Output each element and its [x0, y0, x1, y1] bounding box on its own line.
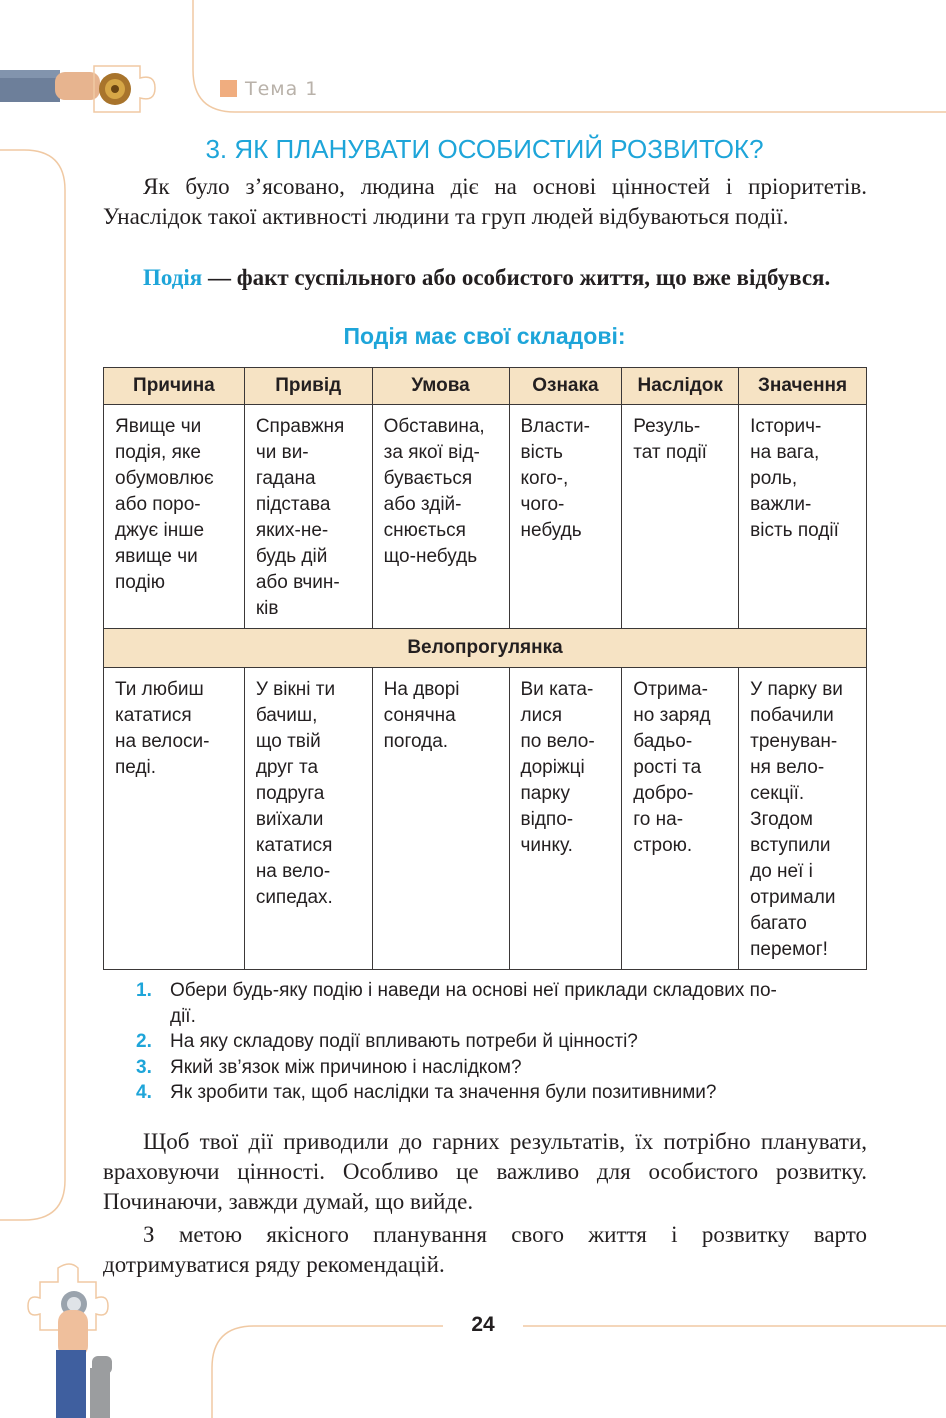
topic-square-icon: [220, 80, 237, 97]
definition-term: Подія: [143, 265, 203, 290]
definition-cell: Власти- вість кого-, чого- небудь: [509, 405, 622, 629]
example-cell: Отрима- но заряд бадьо- рості та добро- го на- строю.: [622, 668, 739, 970]
question-number: 3.: [136, 1056, 152, 1078]
definition-paragraph: [103, 263, 867, 293]
question-number: 4.: [136, 1082, 152, 1103]
question-text: На яку складову події впливають потреби й цінності?: [170, 1031, 638, 1052]
question-number: 2.: [136, 1031, 152, 1052]
topic-label: [220, 78, 318, 100]
definition-cell: Обставина, за якої від- бувається або здій- снюється що-небудь: [372, 405, 509, 629]
topic-text: Тема 1: [245, 78, 319, 100]
definition-cell: Історич- на вага, роль, важли- вість події: [739, 405, 867, 629]
event-components-table: [103, 367, 867, 970]
header-consequence: Наслідок: [622, 368, 739, 405]
outro-paragraph: З метою якісного планування свого життя і розвитку варто дотримуватися ряду рекомендацій.: [103, 1222, 867, 1277]
question-text: Як зробити так, щоб наслідки та значення були позитивними?: [170, 1082, 717, 1103]
intro-paragraph: Як було з’ясовано, людина діє на основі цінностей і пріоритетів. Унаслідок такої активності людини та груп людей відбуваються події.: [103, 174, 867, 229]
example-cell: На дворі сонячна погода.: [372, 668, 509, 970]
header-condition: Умова: [372, 368, 509, 405]
hands-puzzle-icon: [28, 1264, 112, 1418]
example-cell: Ви ката- лися по вело- доріжці парку відпо- чинку.: [509, 668, 622, 970]
table-caption: Подія має свої складові:: [343, 323, 626, 349]
example-row: [104, 668, 867, 970]
question-item: [136, 1080, 872, 1106]
page-number: 24: [443, 1313, 523, 1337]
example-cell: Ти любиш кататися на велоси- педі.: [104, 668, 245, 970]
example-title: Велопрогулянка: [104, 629, 867, 668]
definition-cell: Справжня чи ви- гадана підстава яких-не- будь дій або вчин- ків: [244, 405, 372, 629]
questions-list: [136, 978, 872, 1106]
question-item: [136, 1055, 872, 1081]
example-title-row: [104, 629, 867, 668]
question-number: 1.: [136, 980, 152, 1001]
hand-puzzle-icon: [0, 66, 155, 112]
section-title: 3. ЯК ПЛАНУВАТИ ОСОБИСТИЙ РОЗВИТОК?: [205, 134, 764, 164]
header-significance: Значення: [739, 368, 867, 405]
example-cell: У парку ви побачили тренуван- ня вело- секції. Згодом вступили до неї і отримали багато перемог!: [739, 668, 867, 970]
definition-cell: Явище чи подія, яке обумовлює або поро- джує інше явище чи подію: [104, 405, 245, 629]
left-frame-line: [0, 150, 65, 1220]
definition-cell: Резуль- тат події: [622, 405, 739, 629]
header-sign: Ознака: [509, 368, 622, 405]
table-header-row: [104, 368, 867, 405]
question-item: [136, 978, 872, 1029]
definitions-row: [104, 405, 867, 629]
header-pretext: Привід: [244, 368, 372, 405]
question-text: Який зв’язок між причиною і наслідком?: [170, 1056, 522, 1078]
footer-frame-line: [212, 1326, 443, 1418]
example-cell: У вікні ти бачиш, що твій друг та подруга виїхали кататися на вело- сипедах.: [244, 668, 372, 970]
outro-paragraph: Щоб твої дії приводили до гарних результатів, їх потрібно планувати, враховуючи цінності. Особливо це важливо для особистого розвитку. Починаючи, завжди думай, що вийде.: [103, 1129, 867, 1214]
question-item: [136, 1029, 872, 1055]
question-text: Обери будь-яку подію і наведи на основі неї приклади складових по- дії.: [170, 980, 777, 1027]
header-cause: Причина: [104, 368, 245, 405]
definition-text: — факт суспільного або особистого життя, що вже відбувся.: [202, 265, 831, 290]
